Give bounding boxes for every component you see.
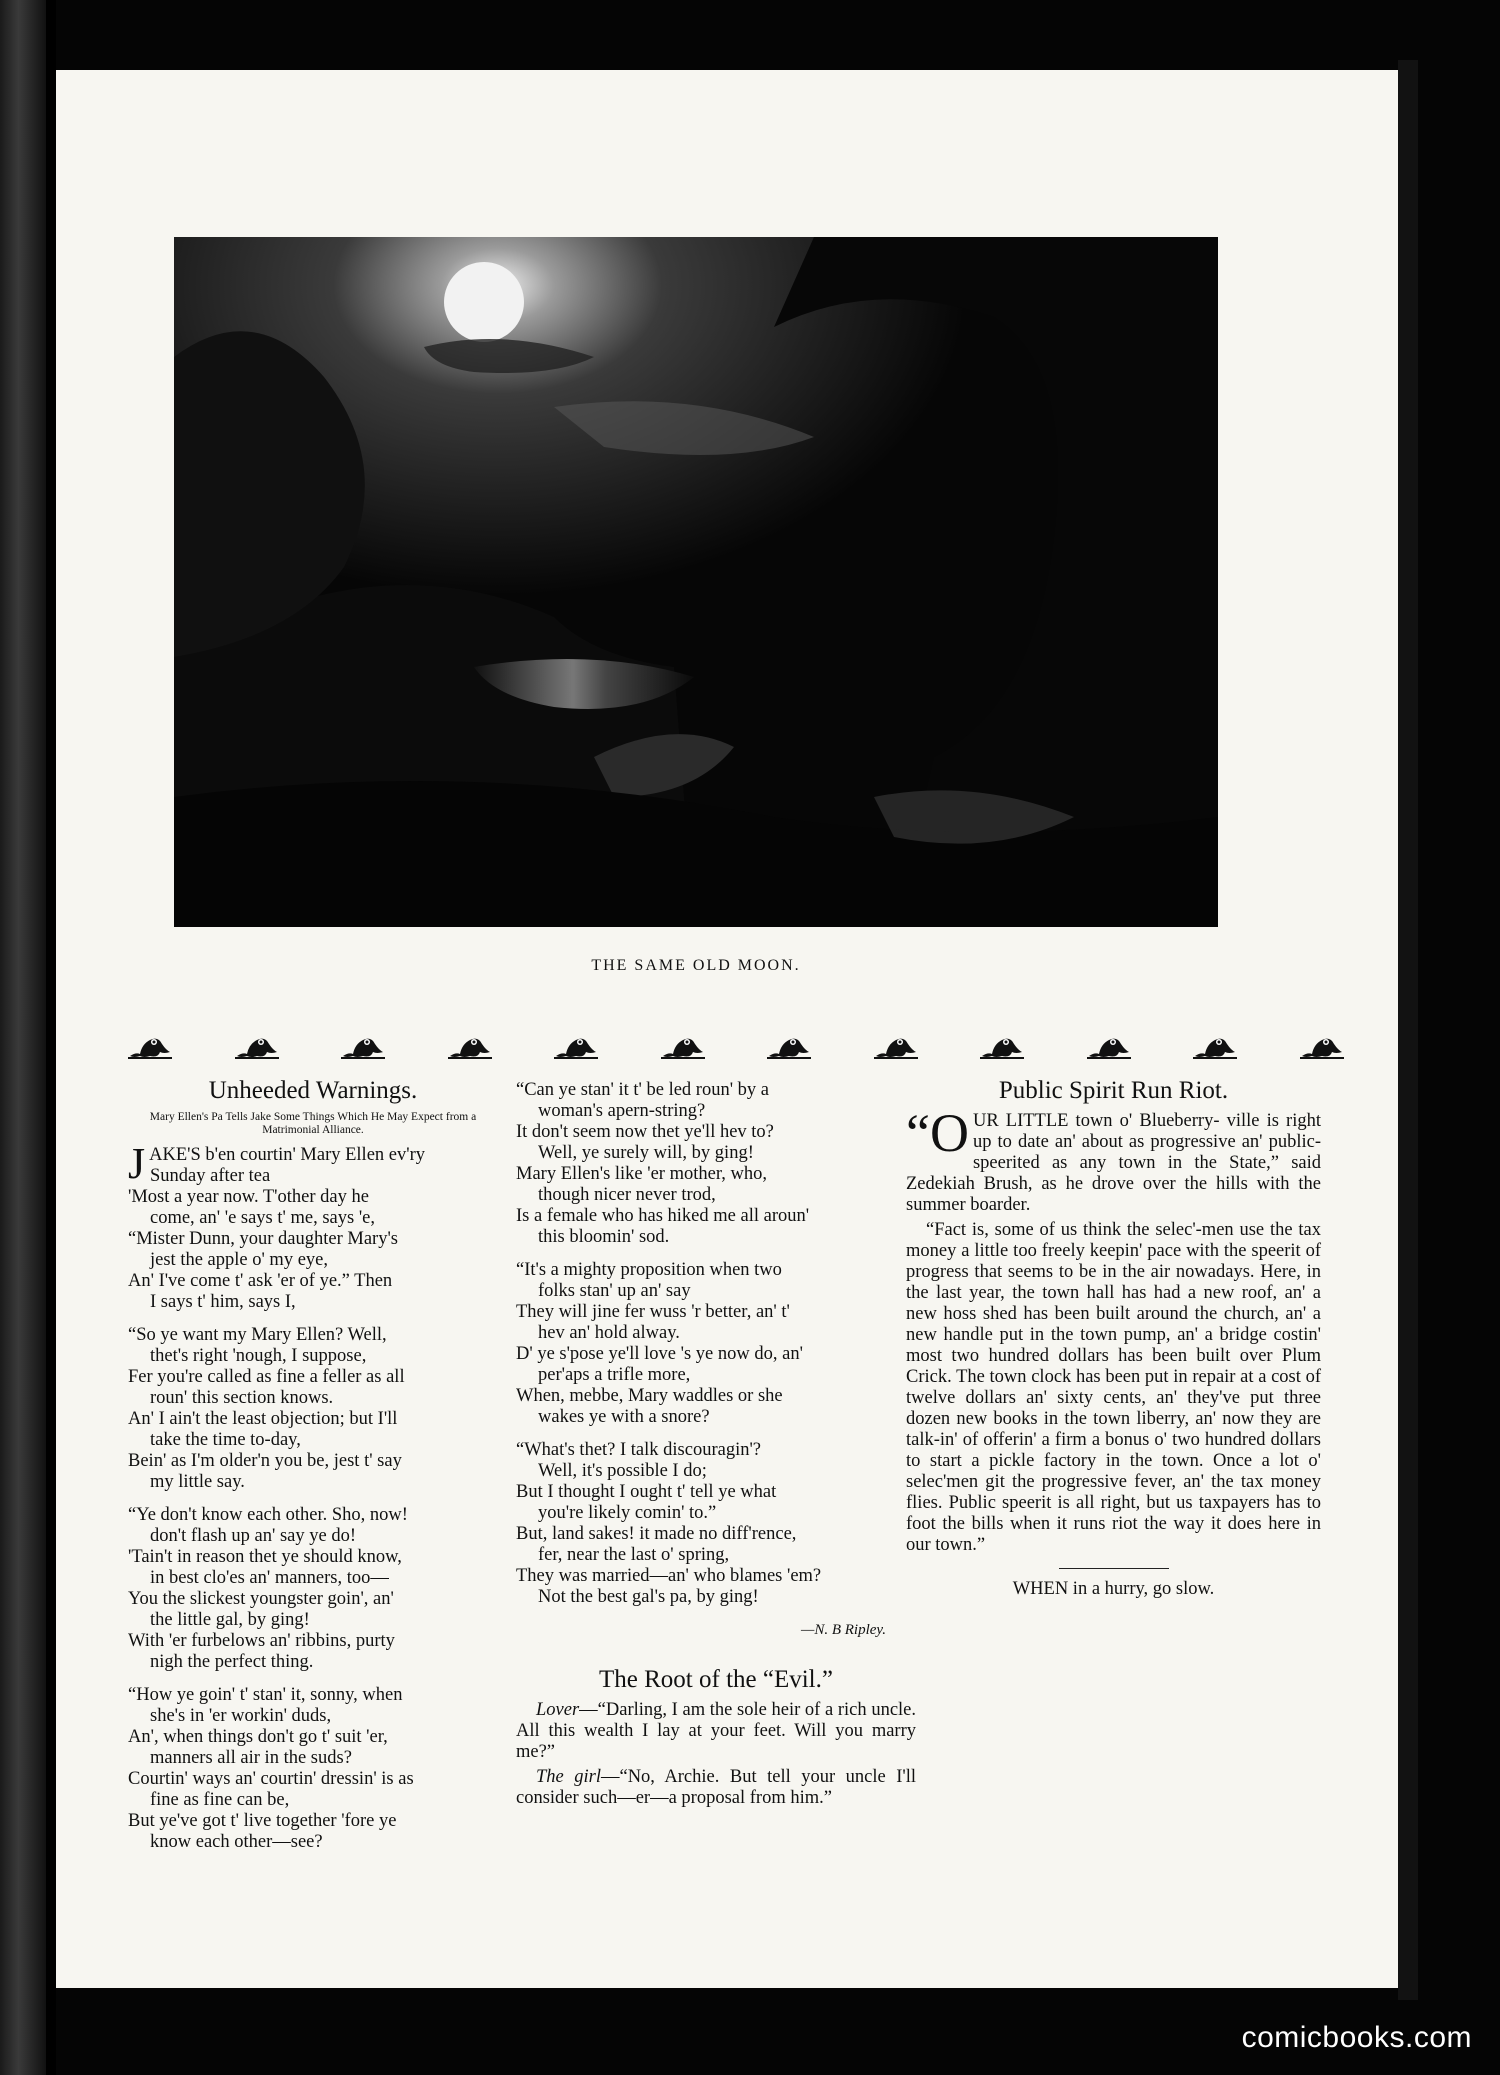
poem-line: “Mister Dunn, your daughter Mary's (128, 1229, 398, 1249)
poem-line: take the time to-day, (150, 1430, 301, 1450)
poem-line: Is a female who has hiked me all aroun' (516, 1206, 810, 1226)
poem-line: know each other—see? (150, 1832, 323, 1852)
girl-line: —“No, Archie. But tell your uncle I'll consider such—er—a proposal from him.” (516, 1767, 916, 1808)
binding-shadow (46, 0, 56, 2075)
moon-scene-drawing (174, 237, 1218, 927)
poem-line: You the slickest youngster goin', an' (128, 1589, 394, 1609)
poem-line: “What's thet? I talk discouragin'? (516, 1440, 762, 1460)
moon (444, 262, 524, 342)
article-title: Unheeded Warnings. (208, 1077, 418, 1104)
poem-line: this bloomin' sod. (538, 1227, 670, 1247)
poem-line: fer, near the last o' spring, (538, 1545, 730, 1565)
poem-line: hev an' hold alway. (538, 1323, 680, 1343)
frog-ornament-icon (126, 1030, 174, 1060)
section-divider (1059, 1568, 1169, 1569)
poem-line: the little gal, by ging! (150, 1610, 310, 1630)
site-watermark: comicbooks.com (1241, 2021, 1472, 2054)
frog-ornament-icon (233, 1030, 281, 1060)
poem-stanza (516, 1260, 916, 1428)
poem-line: Mary Ellen's like 'er mother, who, (516, 1164, 767, 1184)
poem-line: Fer you're called as fine a feller as all (128, 1367, 405, 1387)
article-subtitle: Mary Ellen's Pa Tells Jake Some Things Which He May Expect from a Matrimonial Alliance. (149, 1111, 477, 1136)
poem-line: per'aps a trifle more, (538, 1365, 691, 1385)
frog-ornament-icon (446, 1030, 494, 1060)
poem-line: It don't seem now thet ye'll hev to? (516, 1122, 774, 1142)
poem-stanza (128, 1325, 498, 1493)
lover-line: —“Darling, I am the sole heir of a rich uncle. All this wealth I lay at your feet. Will you marry me?” (516, 1700, 916, 1762)
moonlit-landscape-illustration (174, 237, 1218, 927)
poem-stanza (128, 1685, 498, 1853)
frog-ornament-icon (1298, 1030, 1346, 1060)
paragraph-1-rest: ville is right up to date an' about as progressive an' public-speerited as any town in the State,” said Zedekiah Brush, as he drove over the hills with the summer boarder. (906, 1111, 1321, 1215)
poem-line: An' I've come t' ask 'er of ye.” Then (128, 1271, 393, 1291)
poem-line: woman's apern-string? (538, 1101, 706, 1121)
poem-line: don't flash up an' say ye do! (150, 1526, 357, 1546)
maxim-line: WHEN in a hurry, go slow. (1012, 1579, 1215, 1599)
poem-line: Courtin' ways an' courtin' dressin' is as (128, 1769, 414, 1789)
dialogue-lover (516, 1700, 916, 1763)
frog-ornament-icon (978, 1030, 1026, 1060)
poem-line: roun' this section knows. (150, 1388, 334, 1408)
public-spirit-paragraph-2: “Fact is, some of us think the selec'-men use the tax money a little too freely keepin' pace with the speerit of progress that seems to be in the air nowadays. Here, in the last year, the town hall has had a new roof, an' a new hoss shed has been built around the church, an' a new handle put in the town pump, an' a bridge costin' most two hundred dollars has been built over Plum Crick. The town clock has been put in repair at a cost of twelve dollars an' sixty cents, an' they've put three dozen new books in the town liberry, an' now they are talk-in' of offerin' a firm a bonus o' two hundred dollars to start a pickle factory in the town. Once a lot o' selec'men git the progressive fever, an' the tax money flies. Public speerit is all right, but us taxpayers has to foot the bills when it runs riot the way it does here in our town.” (906, 1220, 1321, 1555)
poem-line: though nicer never trod, (538, 1185, 716, 1205)
poem-line: you're likely comin' to.” (538, 1503, 717, 1523)
poem-line: With 'er furbelows an' ribbins, purty (128, 1631, 395, 1651)
poem-line: Sunday after tea (150, 1166, 271, 1186)
poem-line: They was married—an' who blames 'em? (516, 1566, 822, 1586)
frog-ornament-icon (552, 1030, 600, 1060)
poem-line: fine as fine can be, (150, 1790, 290, 1810)
poem-line: D' ye s'pose ye'll love 's ye now do, an' (516, 1344, 803, 1364)
poem-line: she's in 'er workin' duds, (150, 1706, 332, 1726)
poem-line: my little say. (150, 1472, 245, 1492)
poem-line: Well, it's possible I do; (538, 1461, 707, 1481)
poem-line: thet's right 'nough, I suppose, (150, 1346, 367, 1366)
poem-stanzas-part2 (516, 1080, 916, 1608)
poem-line: “It's a mighty proposition when two (516, 1260, 782, 1280)
column-public-spirit (906, 1077, 1321, 1600)
poem-line: An', when things don't go t' suit 'er, (128, 1727, 388, 1747)
frog-ornament-icon (1191, 1030, 1239, 1060)
poem-line: nigh the perfect thing. (150, 1652, 314, 1672)
poem-line: “How ye goin' t' stan' it, sonny, when (128, 1685, 403, 1705)
poem-stanza (516, 1440, 916, 1608)
poem-line: folks stan' up an' say (538, 1281, 691, 1301)
poem-line: Not the best gal's pa, by ging! (538, 1587, 759, 1607)
poem-line: 'Most a year now. T'other day he (128, 1187, 369, 1207)
poem-line: But I thought I ought t' tell ye what (516, 1482, 777, 1502)
drop-cap: J (128, 1139, 146, 1188)
poem-line: in best clo'es an' manners, too— (150, 1568, 389, 1588)
article-title-root-of-evil: The Root of the “Evil.” (599, 1666, 833, 1693)
illustration-caption: THE SAME OLD MOON. (591, 957, 801, 974)
frog-ornament-icon (1085, 1030, 1133, 1060)
poem-line: “So ye want my Mary Ellen? Well, (128, 1325, 387, 1345)
poem-line: wakes ye with a snore? (538, 1407, 710, 1427)
poem-line: jest the apple o' my eye, (150, 1250, 328, 1270)
frog-ornament-icon (339, 1030, 387, 1060)
speaker-lover: Lover (536, 1700, 580, 1720)
dialogue-girl (516, 1767, 916, 1809)
article-title-public-spirit: Public Spirit Run Riot. (998, 1077, 1229, 1104)
right-page-edge (1398, 60, 1418, 2000)
poem-stanza (128, 1505, 498, 1673)
poem-line: They will jine fer wuss 'r better, an' t' (516, 1302, 790, 1322)
poem-line: When, mebbe, Mary waddles or she (516, 1386, 783, 1406)
poem-line: AKE'S b'en courtin' Mary Ellen ev'ry (149, 1145, 425, 1165)
poem-line: An' I ain't the least objection; but I'll (128, 1409, 398, 1429)
poem-line: But, land sakes! it made no diff'rence, (516, 1524, 797, 1544)
magazine-page (56, 70, 1398, 1988)
poem-author: —N. B Ripley. (801, 1622, 886, 1638)
poem-line: manners all air in the suds? (150, 1748, 352, 1768)
poem-stanzas-part1 (128, 1139, 498, 1853)
poem-line: I says t' him, says I, (150, 1292, 296, 1312)
frog-ornament-icon (659, 1030, 707, 1060)
poem-stanza (516, 1080, 916, 1248)
poem-stanza (128, 1139, 498, 1313)
poem-line: But ye've got t' live together 'fore ye (128, 1811, 397, 1831)
public-spirit-paragraph-1 (906, 1103, 1321, 1216)
poem-line: Bein' as I'm older'n you be, jest t' say (128, 1451, 402, 1471)
frog-ornament-row (126, 1020, 1346, 1070)
drop-cap: “O (906, 1103, 969, 1163)
frog-ornament-icon (765, 1030, 813, 1060)
left-page-edge (0, 0, 46, 2075)
poem-line: come, an' 'e says t' me, says 'e, (150, 1208, 375, 1228)
poem-line: “Can ye stan' it t' be led roun' by a (516, 1080, 770, 1100)
poem-line: 'Tain't in reason thet ye should know, (128, 1547, 402, 1567)
poem-line: Well, ye surely will, by ging! (538, 1143, 754, 1163)
paragraph-1-lead: UR LITTLE town o' Blueberry- (972, 1111, 1220, 1131)
column-unheeded-warnings (128, 1077, 498, 1865)
poem-line: “Ye don't know each other. Sho, now! (128, 1505, 408, 1525)
speaker-girl: The girl (536, 1767, 601, 1787)
frog-ornament-icon (872, 1030, 920, 1060)
column-middle (516, 1080, 916, 1813)
